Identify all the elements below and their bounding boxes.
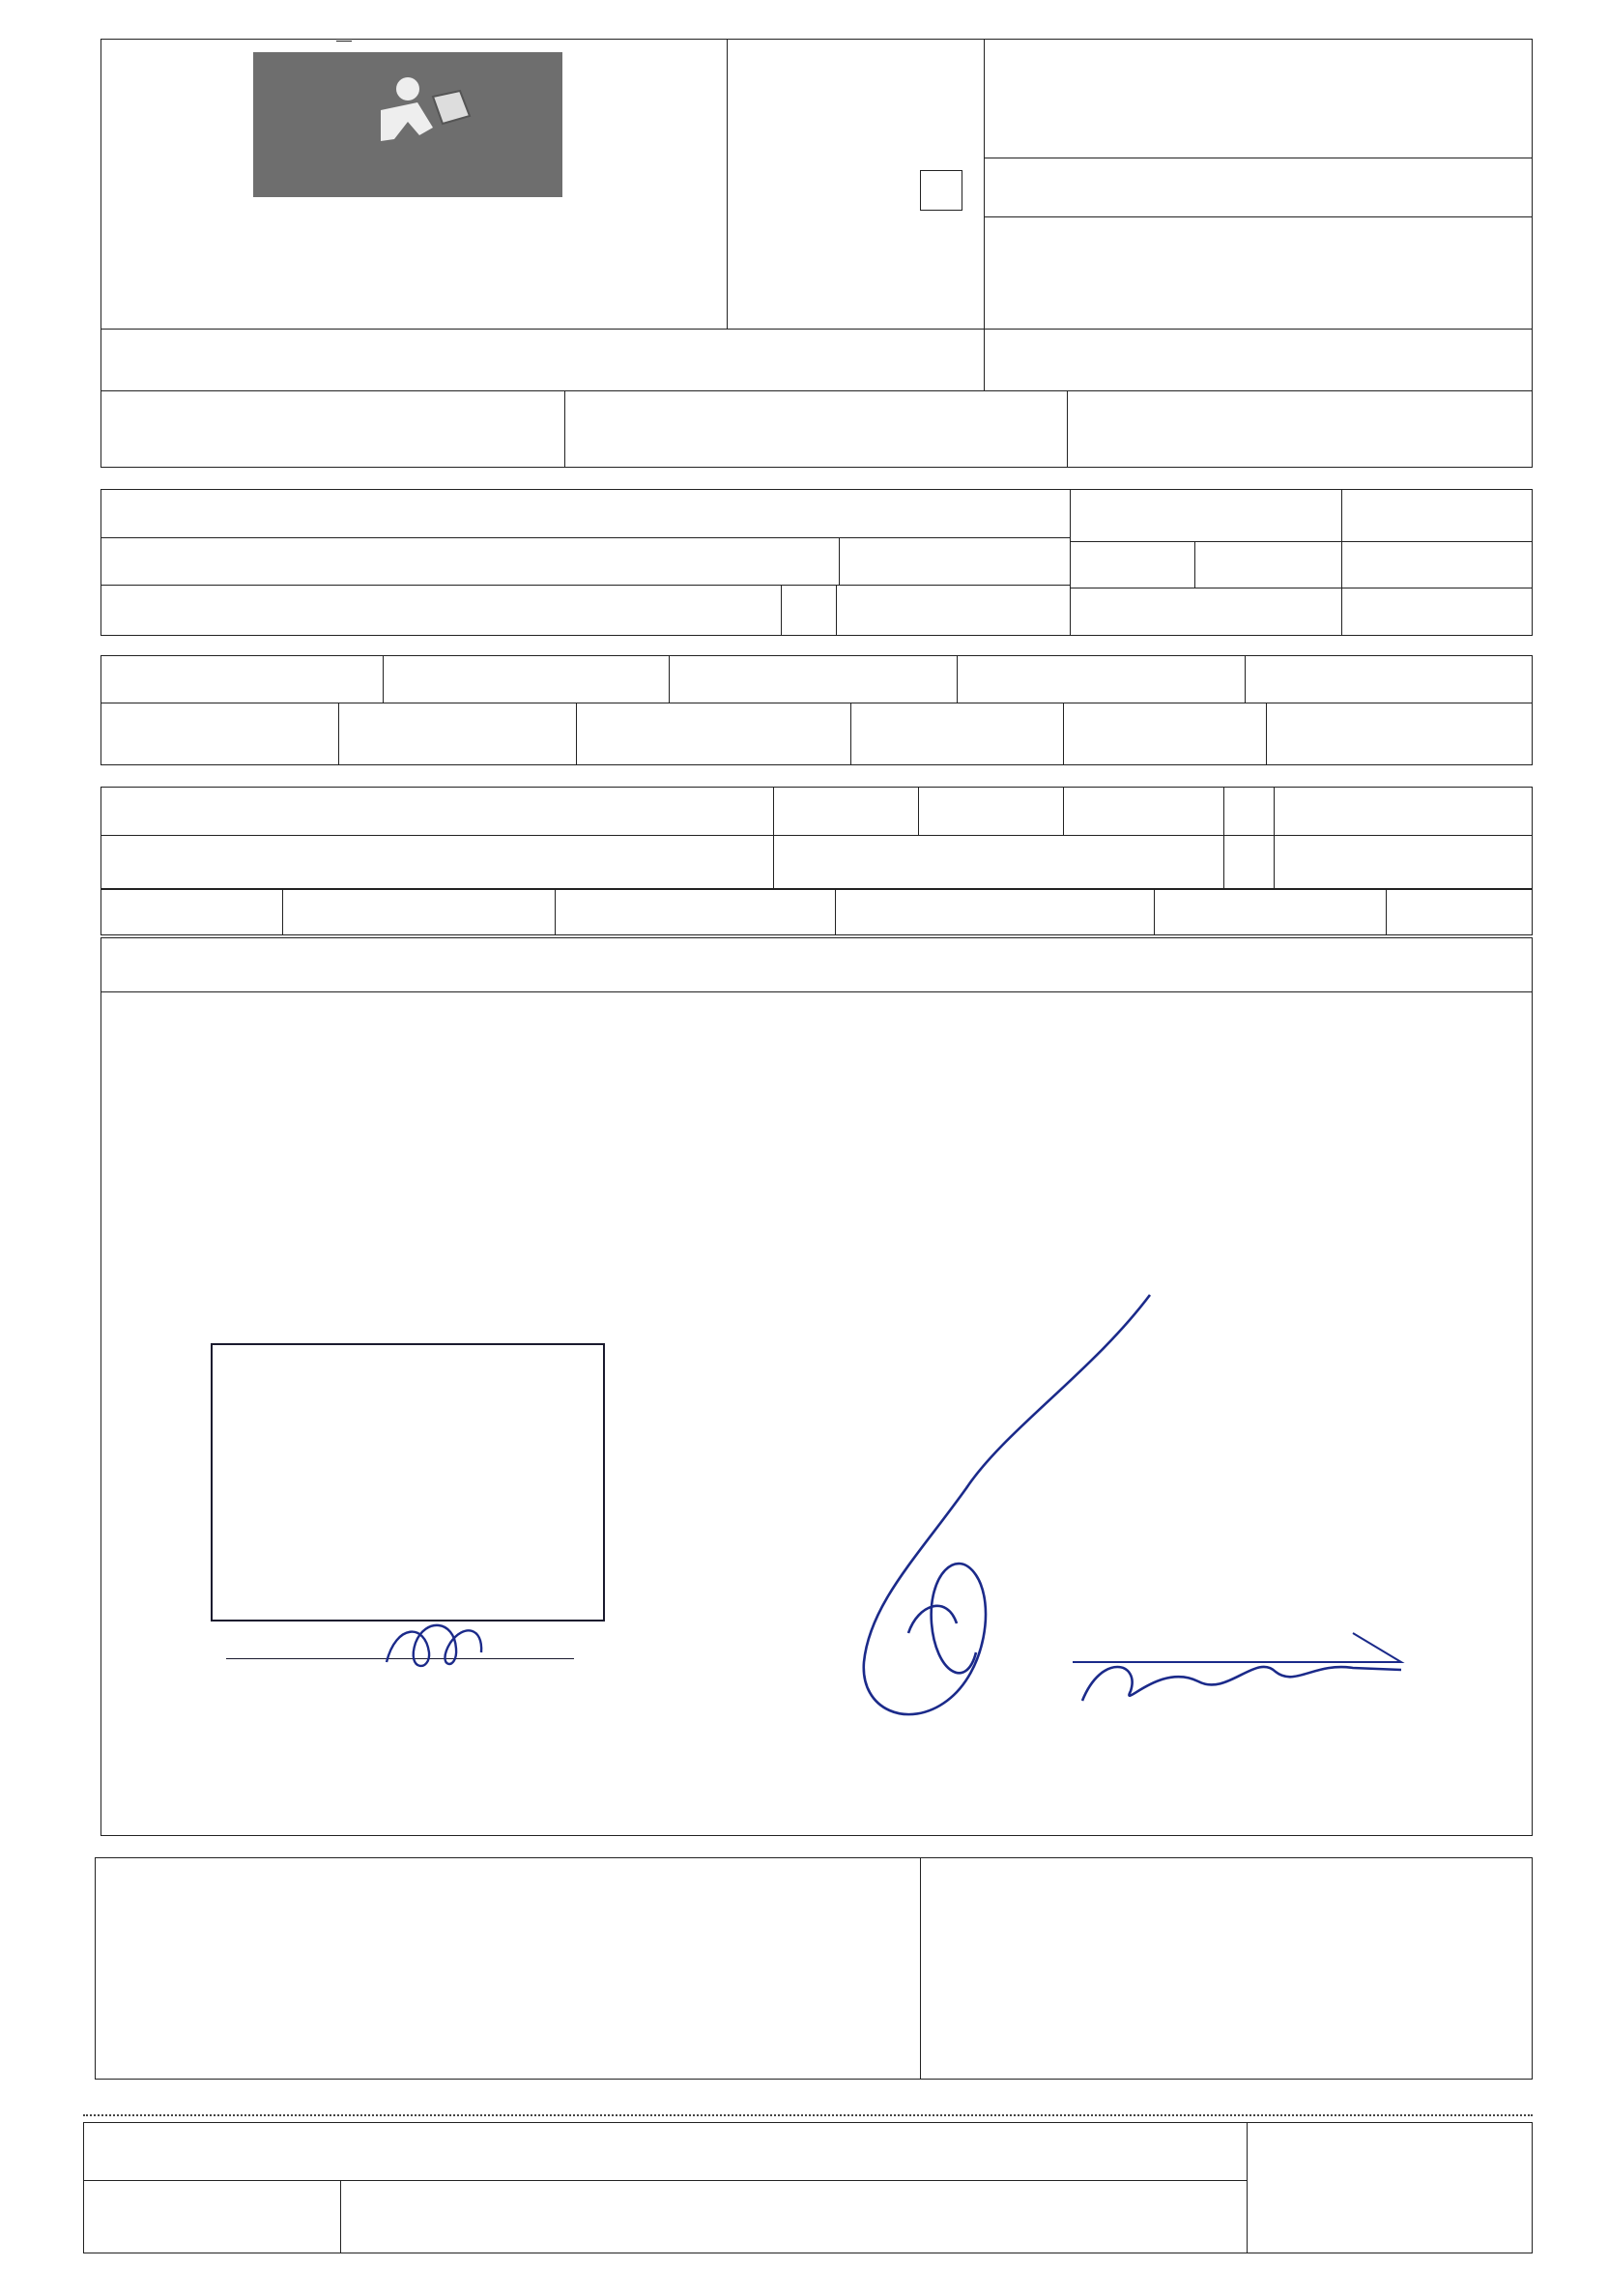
company-logo: [253, 52, 562, 197]
barcode: [1005, 50, 1517, 151]
volumes-box: [100, 889, 1533, 935]
signature-scribble-left: [367, 1604, 502, 1681]
imposto-box: [100, 655, 1533, 765]
danfe-tipo-box: [920, 170, 962, 211]
destinatario-box: [100, 489, 1533, 636]
dotted-separator: [83, 2114, 1533, 2116]
transportador-box: [100, 787, 1533, 889]
aquisicao-stamp: [211, 1343, 605, 1622]
logo-figure-icon: [253, 52, 562, 197]
receipt-box: [83, 2122, 1533, 2253]
emitente-section-label: [336, 39, 352, 42]
signature-right: [1063, 1623, 1411, 1720]
info-box: [95, 1857, 1533, 2080]
